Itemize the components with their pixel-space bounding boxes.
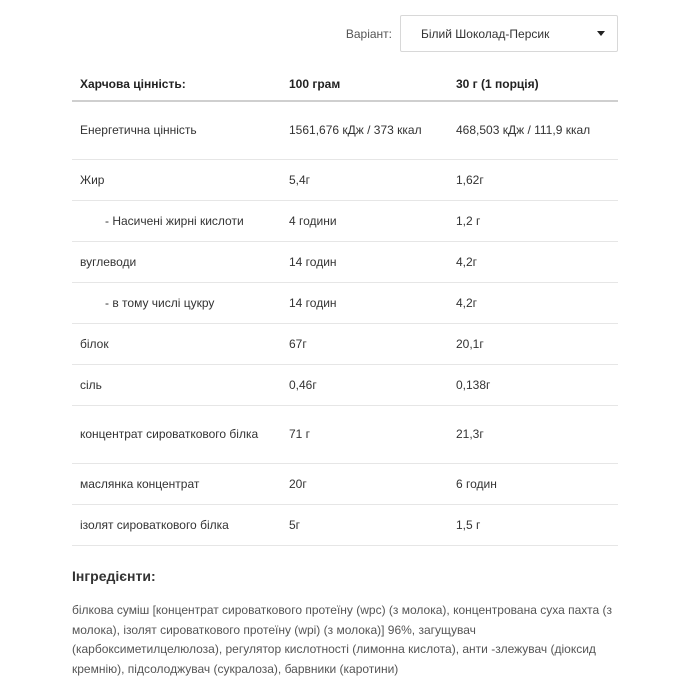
value-per-100g: 0,46г — [281, 365, 448, 406]
table-row — [72, 464, 618, 505]
value-per-100g: 4 години — [281, 201, 448, 242]
header-per-serving: 30 г (1 порція) — [448, 67, 618, 101]
value-per-serving: 21,3г — [448, 406, 618, 464]
nutrition-header-row — [72, 67, 618, 101]
value-per-100g: 5,4г — [281, 160, 448, 201]
nutrient-name: вуглеводи — [72, 242, 281, 283]
table-row — [72, 201, 618, 242]
nutrient-name: білок — [72, 324, 281, 365]
caret-down-icon — [597, 31, 605, 36]
table-row — [72, 365, 618, 406]
variant-label: Варіант: — [345, 26, 392, 41]
ingredients-section — [72, 568, 612, 679]
value-per-100g: 20г — [281, 464, 448, 505]
variant-row — [72, 15, 618, 52]
value-per-100g: 14 годин — [281, 242, 448, 283]
value-per-serving: 1,62г — [448, 160, 618, 201]
value-per-100g: 67г — [281, 324, 448, 365]
header-per-100g: 100 грам — [281, 67, 448, 101]
ingredients-title: Інгредієнти: — [72, 568, 156, 584]
nutrient-name: сіль — [72, 365, 281, 406]
nutrient-name: - в тому числі цукру — [72, 283, 281, 324]
value-per-100g: 1561,676 кДж / 373 ккал — [281, 101, 448, 160]
nutrient-name: - Насичені жирні кислоти — [72, 201, 281, 242]
ingredients-text: білкова суміш [концентрат сироваткового протеїну (wpc) (з молока), концентрована суха пахта (з молока), ізолят сироваткового протеїну (wpi) (з молока)] 96%, загущувач (карбоксиметилцелюлоза), регулятор кислотності (лимонна кислота), анти -злежувач (діоксид кремнію), підсолоджувач (сукралоза), барвники (каротини) — [72, 603, 612, 676]
nutrient-name: концентрат сироваткового білка — [72, 406, 281, 464]
variant-select[interactable] — [400, 15, 618, 52]
value-per-100g: 14 годин — [281, 283, 448, 324]
nutrient-name: Енергетична цінність — [72, 101, 281, 160]
table-row — [72, 283, 618, 324]
value-per-serving: 4,2г — [448, 283, 618, 324]
nutrition-table — [72, 67, 618, 546]
value-per-serving: 6 годин — [448, 464, 618, 505]
value-per-serving: 20,1г — [448, 324, 618, 365]
value-per-serving: 4,2г — [448, 242, 618, 283]
value-per-serving: 468,503 кДж / 111,9 ккал — [448, 101, 618, 160]
table-row — [72, 406, 618, 464]
nutrient-name: Жир — [72, 160, 281, 201]
table-row — [72, 242, 618, 283]
table-row — [72, 101, 618, 160]
nutrient-name: маслянка концентрат — [72, 464, 281, 505]
table-row — [72, 160, 618, 201]
nutrient-name: ізолят сироваткового білка — [72, 505, 281, 546]
value-per-100g: 5г — [281, 505, 448, 546]
value-per-serving: 0,138г — [448, 365, 618, 406]
header-nutrient: Харчова цінність: — [72, 67, 281, 101]
value-per-100g: 71 г — [281, 406, 448, 464]
value-per-serving: 1,5 г — [448, 505, 618, 546]
table-row — [72, 324, 618, 365]
table-row — [72, 505, 618, 546]
variant-selected-value: Білий Шоколад-Персик — [421, 26, 550, 41]
value-per-serving: 1,2 г — [448, 201, 618, 242]
